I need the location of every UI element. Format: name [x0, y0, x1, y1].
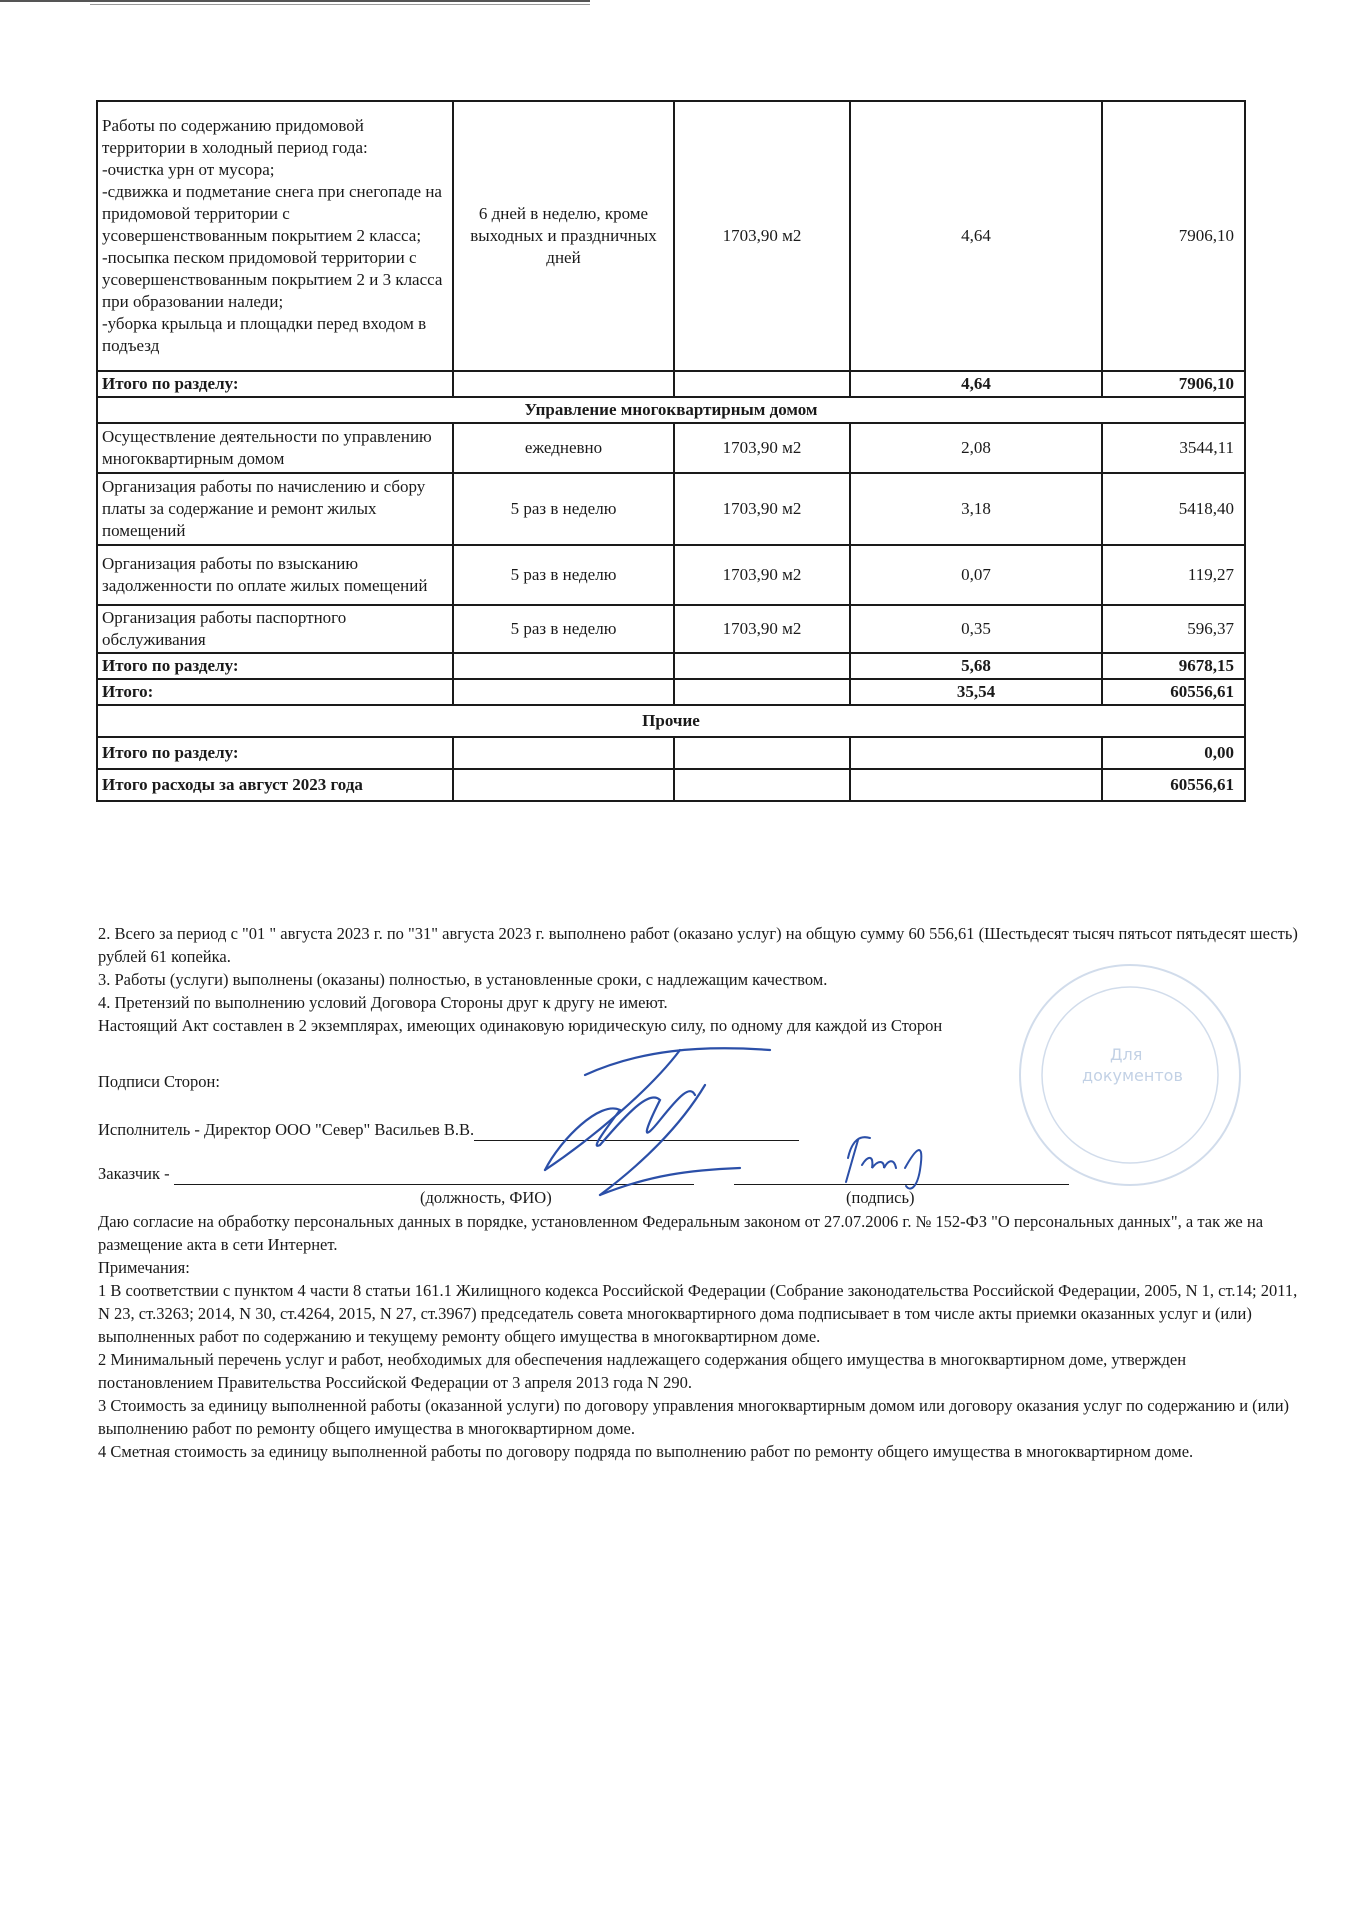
paragraph-claims: 4. Претензий по выполнению условий Договора Стороны друг к другу не имеют. — [98, 993, 668, 1012]
amount-cell: 5418,40 — [1102, 473, 1245, 545]
customer-signature-line — [734, 1184, 1069, 1185]
amount-cell: 3544,11 — [1102, 423, 1245, 473]
customer-label: Заказчик - — [98, 1164, 170, 1183]
amount-cell: 7906,10 — [1102, 371, 1245, 397]
total-row — [97, 371, 1245, 397]
rate-cell: 5,68 — [850, 653, 1102, 679]
service-description-cell: Итого расходы за август 2023 года — [97, 769, 453, 801]
consent-text: Даю согласие на обработку персональных данных в порядке, установленном Федеральным законом от 27.07.2006 г. № 152-ФЗ "О персональных данных", а так же на размещение акта в сети Интернет. — [98, 1212, 1264, 1254]
section-header-row — [97, 397, 1245, 423]
frequency-cell: 5 раз в неделю — [453, 473, 674, 545]
paragraph-total-sum: 2. Всего за период с "01 " августа 2023 г. по "31" августа 2023 г. выполнено работ (оказано услуг) на общую сумму 60 556,61 (Шестьдесят тысяч пятьсот пятьдесят шесть) рублей 61 копейка. — [98, 924, 1298, 966]
service-description-cell: Организация работы по взысканию задолженности по оплате жилых помещений — [97, 545, 453, 605]
quantity-cell — [674, 653, 850, 679]
stamp-text-line1: Для — [1110, 1045, 1143, 1064]
amount-cell: 9678,15 — [1102, 653, 1245, 679]
stamp-text-line2: документов — [1082, 1066, 1183, 1085]
frequency-cell: 5 раз в неделю — [453, 605, 674, 653]
frequency-cell — [453, 653, 674, 679]
amount-cell: 60556,61 — [1102, 679, 1245, 705]
section-title: Прочие — [97, 705, 1245, 737]
total-row — [97, 737, 1245, 769]
scan-top-edge — [0, 0, 590, 2]
service-description-cell: Работы по содержанию придомовой территории в холодный период года: -очистка урн от мусора; -сдвижка и подметание снега при снегопаде на придомовой территории с усовершенствованным покрытием 2 класса; -посыпка песком придомовой территории с усовершенствованным покрытием 2 и 3 класса при образовании наледи; -уборка крыльца и площадки перед входом в подъезд — [97, 101, 453, 371]
rate-cell: 4,64 — [850, 371, 1102, 397]
quantity-cell — [674, 679, 850, 705]
frequency-cell: 5 раз в неделю — [453, 545, 674, 605]
table-row — [97, 473, 1245, 545]
service-description-cell: Итого по разделу: — [97, 371, 453, 397]
services-table — [96, 100, 1246, 802]
table-row — [97, 423, 1245, 473]
rate-cell — [850, 737, 1102, 769]
service-description-cell: Осуществление деятельности по управлению многоквартирным домом — [97, 423, 453, 473]
section-title: Управление многоквартирным домом — [97, 397, 1245, 423]
executor-signature-line — [474, 1140, 799, 1141]
act-body-text — [98, 922, 1298, 1037]
note-4: 4 Сметная стоимость за единицу выполненной работы по договору подряда по выполнению работ по ремонту общего имущества в многоквартирном доме. — [98, 1442, 1194, 1461]
total-row — [97, 769, 1245, 801]
total-row — [97, 679, 1245, 705]
executor-line — [98, 1118, 1298, 1141]
rate-cell: 35,54 — [850, 679, 1102, 705]
quantity-cell: 1703,90 м2 — [674, 605, 850, 653]
rate-cell: 0,35 — [850, 605, 1102, 653]
caption-position: (должность, ФИО) — [420, 1188, 552, 1207]
customer-position-line — [174, 1184, 694, 1185]
amount-cell: 60556,61 — [1102, 769, 1245, 801]
quantity-cell — [674, 371, 850, 397]
rate-cell: 4,64 — [850, 101, 1102, 371]
quantity-cell: 1703,90 м2 — [674, 545, 850, 605]
service-description-cell: Итого: — [97, 679, 453, 705]
signatures-heading: Подписи Сторон: — [98, 1072, 220, 1091]
frequency-cell: ежедневно — [453, 423, 674, 473]
amount-cell: 7906,10 — [1102, 101, 1245, 371]
scan-top-edge-2 — [90, 4, 590, 5]
customer-line — [98, 1162, 1298, 1185]
quantity-cell: 1703,90 м2 — [674, 473, 850, 545]
frequency-cell — [453, 737, 674, 769]
service-description-cell: Итого по разделу: — [97, 653, 453, 679]
quantity-cell — [674, 737, 850, 769]
note-1: 1 В соответствии с пунктом 4 части 8 статьи 161.1 Жилищного кодекса Российской Федерации (Собрание законодательства Российской Федерации, 2005, N 1, ст.14; 2011, N 23, ст.3263; 2014, N 30, ст.4264, 2015, N 27, ст.3967) председатель совета многоквартирного дома подписывает в том числе акты приемки оказанных услуг и (или) выполненных работ по содержанию и текущему ремонту общего имущества в многоквартирном доме. — [98, 1281, 1298, 1346]
table-row — [97, 605, 1245, 653]
rate-cell: 3,18 — [850, 473, 1102, 545]
consent-and-notes — [98, 1210, 1298, 1463]
paragraph-copies: Настоящий Акт составлен в 2 экземплярах, имеющих одинаковую юридическую силу, по одному для каждой из Сторон — [98, 1016, 943, 1035]
rate-cell: 2,08 — [850, 423, 1102, 473]
rate-cell — [850, 769, 1102, 801]
frequency-cell: 6 дней в неделю, кроме выходных и праздничных дней — [453, 101, 674, 371]
frequency-cell — [453, 769, 674, 801]
paragraph-quality: 3. Работы (услуги) выполнены (оказаны) полностью, в установленные сроки, с надлежащим качеством. — [98, 970, 828, 989]
quantity-cell: 1703,90 м2 — [674, 423, 850, 473]
note-3: 3 Стоимость за единицу выполненной работы (оказанной услуги) по договору управления многоквартирным домом или договору оказания услуг по содержанию и (или) выполнению работ по ремонту общего имущества в многоквартирном доме. — [98, 1396, 1290, 1438]
rate-cell: 0,07 — [850, 545, 1102, 605]
executor-label: Исполнитель - Директор ООО "Север" Васильев В.В. — [98, 1120, 475, 1139]
frequency-cell — [453, 679, 674, 705]
table-row — [97, 101, 1245, 371]
amount-cell: 119,27 — [1102, 545, 1245, 605]
section-header-row — [97, 705, 1245, 737]
notes-heading: Примечания: — [98, 1258, 190, 1277]
note-2: 2 Минимальный перечень услуг и работ, необходимых для обеспечения надлежащего содержания общего имущества в многоквартирном доме, утвержден постановлением Правительства Российской Федерации от 3 апреля 2013 года N 290. — [98, 1350, 1187, 1392]
service-description-cell: Организация работы по начислению и сбору платы за содержание и ремонт жилых помещений — [97, 473, 453, 545]
service-description-cell: Итого по разделу: — [97, 737, 453, 769]
table-row — [97, 545, 1245, 605]
amount-cell: 596,37 — [1102, 605, 1245, 653]
frequency-cell — [453, 371, 674, 397]
caption-signature: (подпись) — [846, 1188, 915, 1207]
amount-cell: 0,00 — [1102, 737, 1245, 769]
quantity-cell: 1703,90 м2 — [674, 101, 850, 371]
service-description-cell: Организация работы паспортного обслуживания — [97, 605, 453, 653]
total-row — [97, 653, 1245, 679]
quantity-cell — [674, 769, 850, 801]
